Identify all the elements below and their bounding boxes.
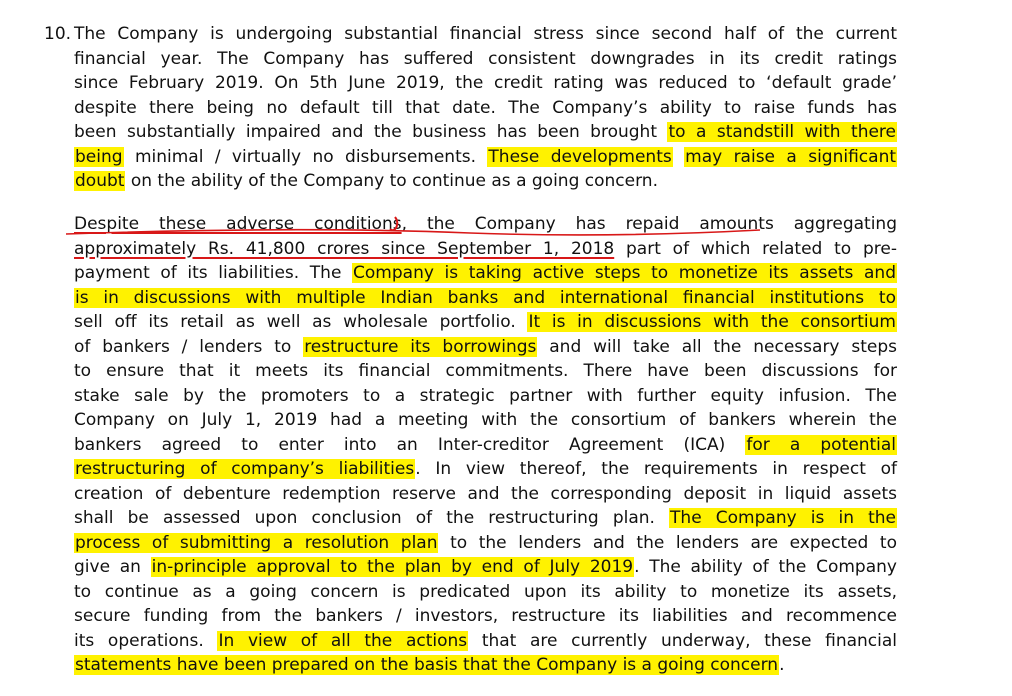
pen-underline: approximately Rs. 41,800 crores since September 1, 2018: [74, 238, 615, 259]
paragraph-financial-stress: [74, 22, 897, 194]
text-line: process of submitting a resolution plan to the lenders and the lenders are expected to: [75, 532, 897, 553]
text-line: of bankers / lenders to restructure its borrowings and will take all the necessary steps: [74, 336, 898, 357]
text-line: its operations. In view of all the actions that are currently underway, these financial: [74, 630, 897, 651]
highlight: being: [75, 146, 123, 167]
highlight: statements have been prepared on the basis that the Company is a going concern: [75, 655, 779, 675]
highlight: These developments: [488, 146, 672, 167]
highlight: The Company is in the: [670, 508, 896, 528]
item-number: 10.: [44, 24, 72, 44]
text-line: stake sale by the promoters to a strategic partner with further equity infusion. The: [74, 385, 897, 406]
highlight: in-principle approval to the plan by end of July 2019: [151, 557, 634, 577]
highlight: In view of all the actions: [218, 630, 468, 651]
text-line: Despite these adverse conditions, the Company has repaid amounts aggregating: [74, 214, 897, 234]
highlight: restructure its borrowings: [304, 336, 537, 357]
text-line: been substantially impaired and the business has been brought to a standstill with there: [74, 122, 897, 142]
text-line: doubt on the ability of the Company to continue as a going concern.: [75, 171, 658, 191]
text-line: statements have been prepared on the basis that the Company is a going concern.: [75, 655, 785, 675]
highlight: restructuring of company’s liabilities: [75, 459, 415, 479]
highlight: to a standstill with there: [668, 122, 897, 142]
text-line: bankers agreed to enter into an Inter-creditor Agreement (ICA) for a potential: [74, 434, 896, 455]
text-line: shall be assessed upon conclusion of the restructuring plan. The Company is in the: [74, 508, 896, 528]
text-line: payment of its liabilities. The Company is taking active steps to monetize its assets and: [74, 263, 896, 283]
highlight: is in discussions with multiple Indian banks and international financial institutions to: [75, 287, 896, 308]
highlight: process of submitting a resolution plan: [75, 532, 438, 553]
text-line: give an in-principle approval to the plan by end of July 2019. The ability of the Company: [74, 557, 897, 577]
text-line: creation of debenture redemption reserve and the corresponding deposit in liquid assets: [74, 483, 897, 504]
highlight: Company is taking active steps to monetize its assets and: [353, 263, 896, 283]
paragraph-remedial-actions: [74, 212, 897, 678]
text-line: The Company is undergoing substantial financial stress since second half of the current: [74, 24, 897, 44]
text-line: despite there being no default till that date. The Company’s ability to raise funds has: [74, 97, 897, 118]
text-line: being minimal / virtually no disbursements. These developments may raise a significant: [75, 146, 897, 167]
text-line: financial year. The Company has suffered consistent downgrades in its credit ratings: [74, 48, 897, 69]
text-line: approximately Rs. 41,800 crores since September 1, 2018 part of which related to pre-: [74, 238, 897, 259]
highlight: for a potential: [746, 434, 896, 455]
text-line: sell off its retail as well as wholesale portfolio. It is in discussions with the consortium: [74, 312, 896, 332]
text-line: since February 2019. On 5th June 2019, the credit rating was reduced to ‘default grade’: [74, 73, 897, 93]
text-line: to ensure that it meets its financial commitments. There have been discussions for: [74, 361, 897, 381]
text-line: Company on July 1, 2019 had a meeting with the consortium of bankers wherein the: [74, 410, 897, 430]
text-line: [74, 286, 897, 311]
text-line: to continue as a going concern is predicated upon its ability to monetize its assets,: [74, 581, 897, 602]
text-line: secure funding from the bankers / investors, restructure its liabilities and recommence: [74, 606, 897, 626]
highlight: doubt: [75, 171, 125, 191]
highlight: It is in discussions with the consortium: [528, 312, 896, 332]
highlight: may raise a significant: [685, 146, 897, 167]
pen-underline: Despite these adverse conditions: [74, 214, 402, 234]
text-line: restructuring of company’s liabilities. In view thereof, the requirements in respect of: [75, 459, 898, 479]
